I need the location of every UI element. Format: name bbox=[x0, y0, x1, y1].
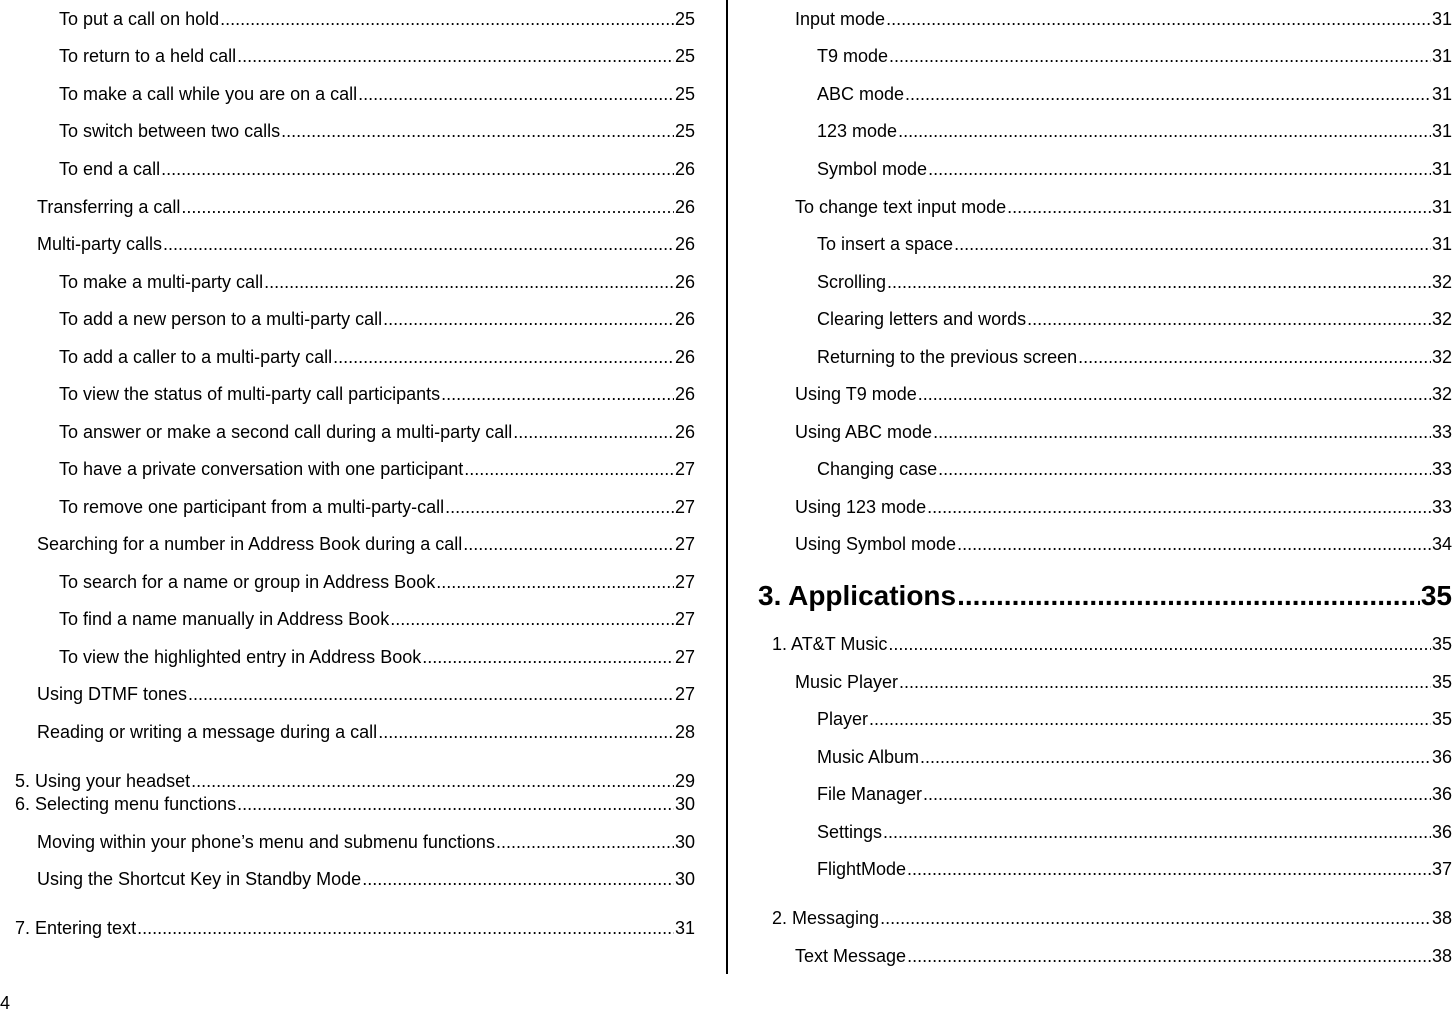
column-divider bbox=[726, 0, 728, 974]
toc-entry bbox=[0, 231, 695, 255]
toc-dot-leader bbox=[181, 196, 674, 218]
toc-entry-title: To find a name manually in Address Book bbox=[59, 609, 390, 629]
toc-entry bbox=[755, 6, 1452, 30]
toc-dot-leader bbox=[928, 158, 1431, 180]
toc-entry-title: Player bbox=[817, 709, 869, 729]
toc-entry bbox=[0, 915, 695, 939]
toc-dot-leader bbox=[898, 120, 1431, 142]
toc-entry-title: Transferring a call bbox=[37, 197, 181, 217]
toc-entry-title: To make a call while you are on a call bbox=[59, 84, 358, 104]
toc-dot-leader bbox=[188, 683, 674, 705]
toc-dot-leader bbox=[1007, 196, 1431, 218]
toc-entry bbox=[755, 269, 1452, 293]
toc-entry bbox=[0, 344, 695, 368]
toc-entry bbox=[755, 456, 1452, 480]
toc-entry bbox=[755, 943, 1452, 967]
toc-dot-leader bbox=[899, 671, 1431, 693]
toc-entry-title: To end a call bbox=[59, 159, 161, 179]
toc-entry-title: T9 mode bbox=[817, 46, 889, 66]
toc-dot-leader bbox=[333, 346, 674, 368]
toc-entry bbox=[0, 419, 695, 443]
toc-entry bbox=[0, 719, 695, 743]
toc-entry-title: To answer or make a second call during a multi-party call bbox=[59, 422, 513, 442]
toc-page-number: 37 bbox=[1431, 859, 1452, 879]
toc-page-number: 31 bbox=[1431, 84, 1452, 104]
toc-page-number: 27 bbox=[674, 684, 695, 704]
toc-dot-leader bbox=[920, 746, 1431, 768]
toc-dot-leader bbox=[883, 821, 1431, 843]
toc-page-number: 25 bbox=[674, 9, 695, 29]
toc-dot-leader bbox=[390, 608, 674, 630]
toc-page-number: 30 bbox=[674, 832, 695, 852]
toc-dot-leader bbox=[887, 271, 1431, 293]
toc-entry bbox=[755, 669, 1452, 693]
toc-dot-leader bbox=[436, 571, 674, 593]
toc-entry-title: Symbol mode bbox=[817, 159, 928, 179]
toc-dot-leader bbox=[496, 831, 674, 853]
toc-entry bbox=[755, 494, 1452, 518]
toc-entry-title: Using the Shortcut Key in Standby Mode bbox=[37, 869, 362, 889]
toc-entry bbox=[0, 866, 695, 890]
toc-page-number: 31 bbox=[1431, 121, 1452, 141]
toc-dot-leader bbox=[362, 868, 674, 890]
toc-entry bbox=[755, 118, 1452, 142]
toc-entry-title: Reading or writing a message during a call bbox=[37, 722, 378, 742]
toc-entry-title: File Manager bbox=[817, 784, 923, 804]
toc-entry bbox=[755, 43, 1452, 67]
toc-entry-title: 5. Using your headset bbox=[15, 771, 191, 791]
toc-dot-leader bbox=[163, 233, 674, 255]
toc-entry-title: Using Symbol mode bbox=[795, 534, 957, 554]
toc-entry-title: Text Message bbox=[795, 946, 907, 966]
toc-entry bbox=[755, 194, 1452, 218]
toc-entry-title: To have a private conversation with one participant bbox=[59, 459, 464, 479]
toc-dot-leader bbox=[383, 308, 674, 330]
toc-entry bbox=[755, 856, 1452, 880]
toc-entry bbox=[0, 791, 695, 815]
toc-dot-leader bbox=[441, 383, 674, 405]
toc-page-number: 27 bbox=[674, 534, 695, 554]
toc-dot-leader bbox=[191, 770, 674, 792]
toc-dot-leader bbox=[957, 580, 1420, 612]
toc-entry-title: To put a call on hold bbox=[59, 9, 220, 29]
toc-page-number: 31 bbox=[1431, 197, 1452, 217]
toc-entry bbox=[0, 194, 695, 218]
toc-dot-leader bbox=[422, 646, 674, 668]
toc-entry bbox=[0, 494, 695, 518]
toc-chapter-heading bbox=[755, 578, 1452, 612]
toc-entry-title: Returning to the previous screen bbox=[817, 347, 1078, 367]
toc-dot-leader bbox=[220, 8, 674, 30]
toc-entry-title: Changing case bbox=[817, 459, 938, 479]
toc-dot-leader bbox=[281, 120, 674, 142]
toc-page-number: 31 bbox=[1431, 9, 1452, 29]
toc-page-number: 31 bbox=[1431, 159, 1452, 179]
toc-entry bbox=[755, 531, 1452, 555]
toc-entry-title: ABC mode bbox=[817, 84, 905, 104]
toc-entry-title: Using T9 mode bbox=[795, 384, 917, 404]
toc-page-number: 32 bbox=[1431, 384, 1452, 404]
toc-entry-title: To search for a name or group in Address Book bbox=[59, 572, 436, 592]
toc-page-number: 25 bbox=[674, 121, 695, 141]
toc-entry-title: To return to a held call bbox=[59, 46, 237, 66]
toc-entry bbox=[0, 531, 695, 555]
toc-page-number: 33 bbox=[1431, 422, 1452, 442]
toc-page-number: 31 bbox=[674, 918, 695, 938]
toc-dot-leader bbox=[905, 83, 1431, 105]
toc-dot-leader bbox=[358, 83, 674, 105]
toc-page-number: 36 bbox=[1431, 822, 1452, 842]
toc-page-number: 30 bbox=[674, 794, 695, 814]
toc-page-number: 35 bbox=[1431, 634, 1452, 654]
toc-entry-title: 7. Entering text bbox=[15, 918, 137, 938]
toc-entry bbox=[0, 644, 695, 668]
toc-dot-leader bbox=[918, 383, 1431, 405]
toc-entry bbox=[0, 118, 695, 142]
toc-page-number: 25 bbox=[674, 84, 695, 104]
toc-page-number: 26 bbox=[674, 234, 695, 254]
toc-entry-title: Searching for a number in Address Book during a call bbox=[37, 534, 463, 554]
toc-dot-leader bbox=[264, 271, 674, 293]
toc-entry-title: To change text input mode bbox=[795, 197, 1007, 217]
toc-page-number: 36 bbox=[1431, 784, 1452, 804]
toc-dot-leader bbox=[1078, 346, 1431, 368]
toc-page-number: 35 bbox=[1420, 580, 1452, 611]
toc-entry bbox=[0, 156, 695, 180]
toc-dot-leader bbox=[933, 421, 1431, 443]
toc-entry-title: FlightMode bbox=[817, 859, 907, 879]
toc-entry-title: Multi-party calls bbox=[37, 234, 163, 254]
toc-entry bbox=[755, 231, 1452, 255]
toc-entry bbox=[755, 81, 1452, 105]
toc-page-number: 34 bbox=[1431, 534, 1452, 554]
toc-dot-leader bbox=[378, 721, 674, 743]
toc-dot-leader bbox=[938, 458, 1431, 480]
toc-entry-title: Using ABC mode bbox=[795, 422, 933, 442]
toc-dot-leader bbox=[957, 533, 1431, 555]
toc-page-number: 33 bbox=[1431, 497, 1452, 517]
toc-entry-title: 2. Messaging bbox=[772, 908, 880, 928]
toc-entry-title: Moving within your phone’s menu and submenu functions bbox=[37, 832, 495, 852]
toc-dot-leader bbox=[923, 783, 1431, 805]
toc-entry-title: Input mode bbox=[795, 9, 886, 29]
toc-page-number: 26 bbox=[674, 347, 695, 367]
toc-page-number: 31 bbox=[1431, 234, 1452, 254]
toc-entry-title: Music Album bbox=[817, 747, 920, 767]
toc-entry-title: 123 mode bbox=[817, 121, 898, 141]
toc-entry bbox=[755, 381, 1452, 405]
toc-page-number: 33 bbox=[1431, 459, 1452, 479]
toc-entry-title: Using DTMF tones bbox=[37, 684, 188, 704]
toc-entry bbox=[755, 744, 1452, 768]
toc-entry-title: 1. AT&T Music bbox=[772, 634, 888, 654]
toc-page-number: 32 bbox=[1431, 309, 1452, 329]
toc-dot-leader bbox=[463, 533, 674, 555]
toc-entry-title: To switch between two calls bbox=[59, 121, 281, 141]
toc-entry bbox=[0, 381, 695, 405]
toc-page-number: 26 bbox=[674, 272, 695, 292]
toc-entry-title: Music Player bbox=[795, 672, 899, 692]
toc-page-number: 38 bbox=[1431, 908, 1452, 928]
toc-page-number: 35 bbox=[1431, 672, 1452, 692]
toc-entry-title: Using 123 mode bbox=[795, 497, 927, 517]
toc-page-number: 27 bbox=[674, 647, 695, 667]
toc-entry-title: Scrolling bbox=[817, 272, 887, 292]
toc-page-number: 36 bbox=[1431, 747, 1452, 767]
toc-entry-title: 6. Selecting menu functions bbox=[15, 794, 237, 814]
toc-entry bbox=[0, 681, 695, 705]
toc-entry bbox=[755, 706, 1452, 730]
toc-page-number: 27 bbox=[674, 609, 695, 629]
toc-page-number: 29 bbox=[674, 771, 695, 791]
toc-entry-title: To add a caller to a multi-party call bbox=[59, 347, 333, 367]
toc-page-number: 25 bbox=[674, 46, 695, 66]
toc-dot-leader bbox=[513, 421, 674, 443]
toc-page-number: 38 bbox=[1431, 946, 1452, 966]
toc-dot-leader bbox=[237, 793, 674, 815]
toc-page-number: 27 bbox=[674, 459, 695, 479]
toc-dot-leader bbox=[445, 496, 674, 518]
toc-page-number: 32 bbox=[1431, 347, 1452, 367]
toc-entry bbox=[755, 156, 1452, 180]
toc-entry-title: To view the status of multi-party call participants bbox=[59, 384, 441, 404]
toc-dot-leader bbox=[907, 945, 1431, 967]
toc-page-number: 30 bbox=[674, 869, 695, 889]
toc-entry bbox=[0, 456, 695, 480]
toc-entry-title: Settings bbox=[817, 822, 883, 842]
toc-page-number: 31 bbox=[1431, 46, 1452, 66]
toc-entry bbox=[0, 768, 695, 792]
toc-page-number: 26 bbox=[674, 309, 695, 329]
toc-entry-title: To make a multi-party call bbox=[59, 272, 264, 292]
toc-page-number: 26 bbox=[674, 422, 695, 442]
toc-entry bbox=[755, 419, 1452, 443]
toc-dot-leader bbox=[1027, 308, 1431, 330]
toc-entry bbox=[755, 344, 1452, 368]
toc-dot-leader bbox=[927, 496, 1431, 518]
toc-entry bbox=[755, 819, 1452, 843]
toc-entry bbox=[755, 306, 1452, 330]
toc-dot-leader bbox=[464, 458, 674, 480]
toc-dot-leader bbox=[907, 858, 1431, 880]
toc-entry-title: To view the highlighted entry in Address Book bbox=[59, 647, 422, 667]
toc-dot-leader bbox=[161, 158, 674, 180]
toc-entry bbox=[755, 905, 1452, 929]
toc-entry bbox=[0, 606, 695, 630]
toc-page-number: 26 bbox=[674, 197, 695, 217]
toc-dot-leader bbox=[237, 45, 674, 67]
toc-entry-title: To remove one participant from a multi-party-call bbox=[59, 497, 445, 517]
toc-page-number: 26 bbox=[674, 384, 695, 404]
toc-dot-leader bbox=[954, 233, 1431, 255]
toc-dot-leader bbox=[888, 633, 1431, 655]
toc-entry-title: 3. Applications bbox=[758, 580, 957, 611]
toc-entry-title: To add a new person to a multi-party call bbox=[59, 309, 383, 329]
page-number: 4 bbox=[0, 993, 11, 1013]
toc-entry bbox=[0, 569, 695, 593]
toc-dot-leader bbox=[880, 907, 1431, 929]
toc-entry-title: Clearing letters and words bbox=[817, 309, 1027, 329]
toc-entry bbox=[755, 631, 1452, 655]
toc-entry bbox=[755, 781, 1452, 805]
toc-entry bbox=[0, 306, 695, 330]
toc-page-number: 32 bbox=[1431, 272, 1452, 292]
toc-page-number: 26 bbox=[674, 159, 695, 179]
toc-entry bbox=[0, 81, 695, 105]
toc-entry bbox=[0, 829, 695, 853]
toc-entry bbox=[0, 6, 695, 30]
toc-page-number: 27 bbox=[674, 572, 695, 592]
toc-entry-title: To insert a space bbox=[817, 234, 954, 254]
toc-page-number: 27 bbox=[674, 497, 695, 517]
toc-page-number: 35 bbox=[1431, 709, 1452, 729]
toc-dot-leader bbox=[869, 708, 1431, 730]
toc-page-number: 28 bbox=[674, 722, 695, 742]
toc-dot-leader bbox=[886, 8, 1431, 30]
toc-dot-leader bbox=[137, 917, 674, 939]
toc-entry bbox=[0, 269, 695, 293]
toc-dot-leader bbox=[889, 45, 1431, 67]
toc-entry bbox=[0, 43, 695, 67]
